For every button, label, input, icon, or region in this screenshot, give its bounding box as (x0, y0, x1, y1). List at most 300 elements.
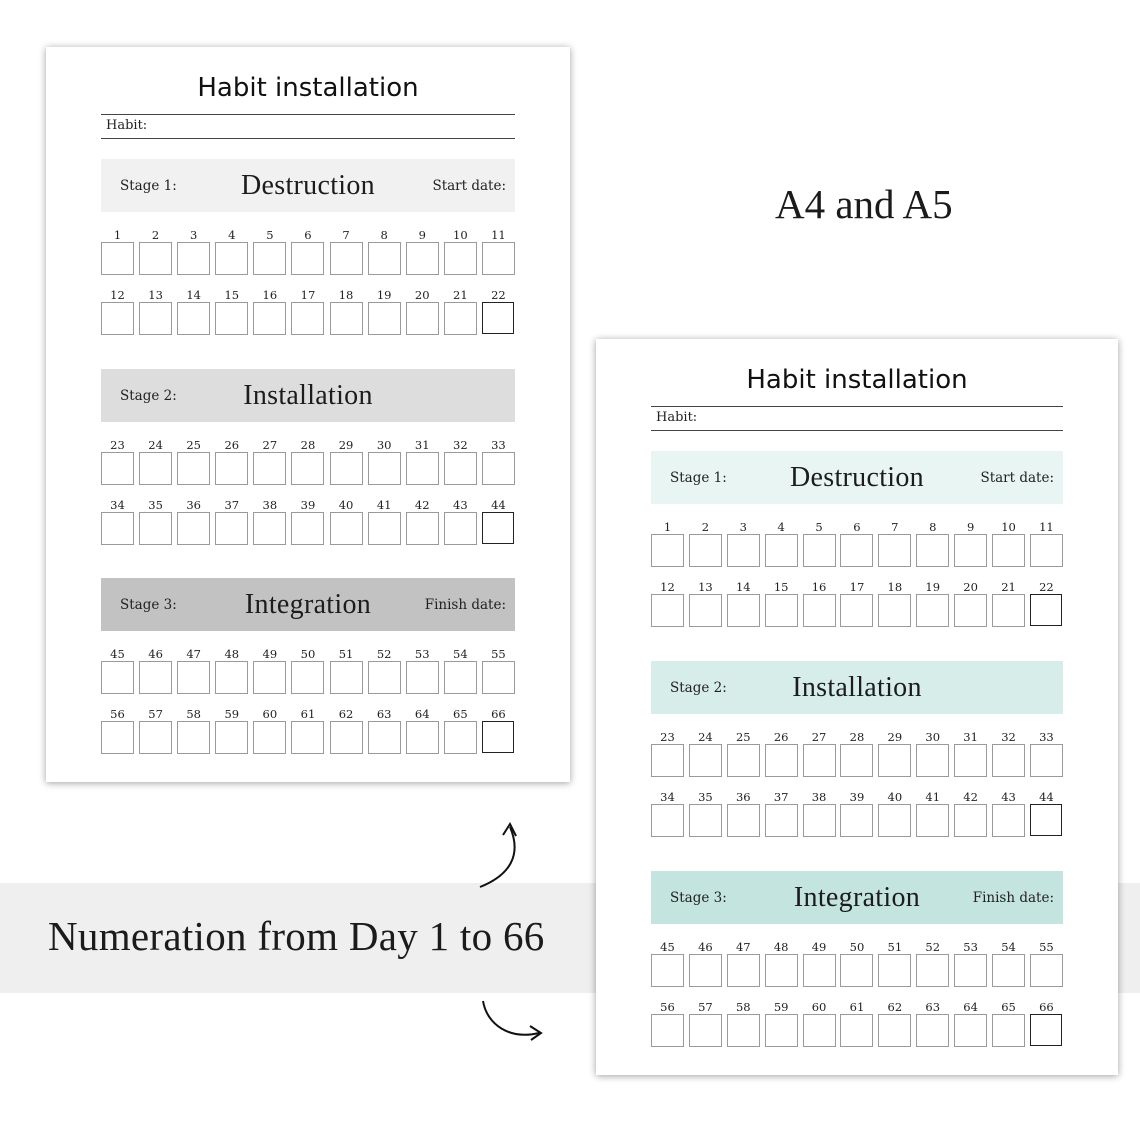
day-checkbox[interactable] (215, 661, 248, 694)
day-cell (406, 288, 439, 335)
day-checkbox[interactable] (803, 534, 836, 567)
day-cell (253, 438, 286, 485)
day-cell (253, 498, 286, 545)
day-number: 23 (110, 438, 125, 452)
day-number: 32 (1001, 730, 1016, 744)
day-number: 48 (773, 940, 789, 954)
day-checkbox[interactable] (954, 804, 987, 837)
day-cell (482, 438, 515, 485)
day-cell (992, 940, 1025, 987)
day-checkbox[interactable] (727, 534, 760, 567)
day-checkbox[interactable] (878, 744, 911, 777)
day-number: 9 (418, 228, 426, 242)
day-checkbox[interactable] (916, 744, 949, 777)
day-checkbox[interactable] (482, 512, 514, 544)
day-cell (139, 438, 172, 485)
day-number: 55 (1039, 940, 1054, 954)
day-cell (651, 940, 684, 987)
day-cell (954, 580, 987, 627)
day-cell (291, 288, 324, 335)
day-checkbox[interactable] (253, 242, 286, 275)
day-checkbox[interactable] (765, 594, 798, 627)
day-checkbox[interactable] (139, 302, 172, 335)
day-cell (101, 438, 134, 485)
day-checkbox[interactable] (727, 804, 760, 837)
day-checkbox[interactable] (406, 512, 439, 545)
day-cell (840, 940, 873, 987)
day-checkbox[interactable] (253, 302, 286, 335)
day-row (101, 438, 515, 485)
day-checkbox[interactable] (330, 302, 363, 335)
day-number: 45 (660, 940, 675, 954)
day-number: 64 (414, 707, 430, 721)
day-number: 55 (491, 647, 506, 661)
day-cell (291, 498, 324, 545)
day-checkbox[interactable] (215, 512, 248, 545)
day-cell (651, 580, 684, 627)
day-checkbox[interactable] (916, 594, 949, 627)
stage-header-3 (651, 871, 1063, 924)
day-checkbox[interactable] (1030, 804, 1062, 836)
day-number: 10 (453, 228, 468, 242)
day-checkbox[interactable] (101, 452, 134, 485)
day-checkbox[interactable] (253, 721, 286, 754)
day-checkbox[interactable] (291, 721, 324, 754)
day-number: 3 (190, 228, 198, 242)
day-cell (916, 730, 949, 777)
day-checkbox[interactable] (291, 302, 324, 335)
day-checkbox[interactable] (765, 804, 798, 837)
day-checkbox[interactable] (651, 534, 684, 567)
day-checkbox[interactable] (368, 242, 401, 275)
day-checkbox[interactable] (444, 661, 477, 694)
day-checkbox[interactable] (992, 1014, 1025, 1047)
day-number: 2 (701, 520, 710, 534)
day-cell (177, 707, 210, 754)
day-cell (916, 790, 949, 837)
day-checkbox[interactable] (727, 954, 760, 987)
day-checkbox[interactable] (1030, 534, 1063, 567)
day-number: 27 (811, 730, 827, 744)
day-checkbox[interactable] (139, 721, 172, 754)
day-cell (406, 498, 439, 545)
day-row (651, 1000, 1063, 1047)
day-checkbox[interactable] (330, 512, 363, 545)
day-number: 27 (262, 438, 278, 452)
day-cell (330, 647, 363, 694)
day-checkbox[interactable] (330, 661, 363, 694)
day-checkbox[interactable] (177, 721, 210, 754)
planner-page-a4 (46, 47, 570, 782)
day-cell (992, 580, 1025, 627)
day-cell (727, 730, 760, 777)
day-number: 53 (414, 647, 430, 661)
day-checkbox[interactable] (253, 512, 286, 545)
day-number: 66 (1039, 1000, 1054, 1014)
day-checkbox[interactable] (878, 804, 911, 837)
day-cell (139, 707, 172, 754)
day-checkbox[interactable] (139, 242, 172, 275)
day-cell (482, 647, 515, 694)
day-number: 58 (735, 1000, 751, 1014)
day-checkbox[interactable] (406, 242, 439, 275)
day-checkbox[interactable] (1030, 594, 1062, 626)
day-number: 35 (698, 790, 713, 804)
day-number: 46 (148, 647, 163, 661)
day-checkbox[interactable] (916, 954, 949, 987)
day-checkbox[interactable] (1030, 744, 1063, 777)
day-number: 18 (887, 580, 903, 594)
day-cell (803, 730, 836, 777)
stage-date-label: Start date: (980, 469, 1054, 486)
day-number: 66 (491, 707, 506, 721)
day-checkbox[interactable] (992, 534, 1025, 567)
day-checkbox[interactable] (368, 452, 401, 485)
day-cell (765, 580, 798, 627)
day-checkbox[interactable] (803, 594, 836, 627)
day-checkbox[interactable] (482, 661, 515, 694)
day-number: 19 (376, 288, 392, 302)
day-checkbox[interactable] (689, 744, 722, 777)
day-cell (215, 438, 248, 485)
day-checkbox[interactable] (139, 512, 172, 545)
day-cell (101, 228, 134, 275)
day-number: 47 (735, 940, 751, 954)
day-checkbox[interactable] (916, 804, 949, 837)
day-cell (330, 498, 363, 545)
day-checkbox[interactable] (482, 721, 514, 753)
day-checkbox[interactable] (444, 721, 477, 754)
day-checkbox[interactable] (840, 804, 873, 837)
day-checkbox[interactable] (992, 954, 1025, 987)
day-checkbox[interactable] (291, 661, 324, 694)
day-checkbox[interactable] (840, 954, 873, 987)
day-number: 52 (376, 647, 392, 661)
day-checkbox[interactable] (444, 452, 477, 485)
day-checkbox[interactable] (916, 534, 949, 567)
day-cell (689, 580, 722, 627)
habit-rule (101, 138, 515, 139)
day-number: 59 (224, 707, 240, 721)
day-checkbox[interactable] (840, 744, 873, 777)
day-number: 44 (1039, 790, 1054, 804)
title-rule (651, 406, 1063, 407)
day-checkbox[interactable] (406, 302, 439, 335)
stage-title: Destruction (241, 169, 375, 201)
day-checkbox[interactable] (215, 452, 248, 485)
day-cell (253, 228, 286, 275)
day-checkbox[interactable] (1030, 954, 1063, 987)
day-number: 34 (110, 498, 125, 512)
day-checkbox[interactable] (727, 594, 760, 627)
day-number: 13 (698, 580, 713, 594)
day-cell (177, 438, 210, 485)
day-number: 17 (300, 288, 316, 302)
day-checkbox[interactable] (482, 302, 514, 334)
day-number: 53 (963, 940, 978, 954)
day-checkbox[interactable] (840, 1014, 873, 1047)
day-checkbox[interactable] (689, 954, 722, 987)
day-checkbox[interactable] (368, 302, 401, 335)
stage-header-2 (101, 369, 515, 422)
day-checkbox[interactable] (878, 534, 911, 567)
day-cell (878, 790, 911, 837)
day-cell (444, 228, 477, 275)
day-checkbox[interactable] (651, 804, 684, 837)
day-checkbox[interactable] (177, 302, 210, 335)
day-checkbox[interactable] (840, 594, 873, 627)
day-checkbox[interactable] (765, 744, 798, 777)
day-number: 40 (887, 790, 903, 804)
day-cell (215, 288, 248, 335)
day-row (101, 707, 515, 754)
day-checkbox[interactable] (878, 1014, 911, 1047)
day-cell (101, 288, 134, 335)
day-number: 63 (376, 707, 392, 721)
stage-date-label: Finish date: (972, 889, 1054, 906)
day-number: 61 (849, 1000, 865, 1014)
day-checkbox[interactable] (444, 512, 477, 545)
day-cell (101, 707, 134, 754)
day-cell (291, 647, 324, 694)
day-cell (139, 228, 172, 275)
day-checkbox[interactable] (878, 954, 911, 987)
day-checkbox[interactable] (954, 744, 987, 777)
day-cell (215, 647, 248, 694)
day-cell (1030, 520, 1063, 567)
day-checkbox[interactable] (215, 242, 248, 275)
day-cell (291, 438, 324, 485)
day-checkbox[interactable] (368, 512, 401, 545)
day-cell (954, 730, 987, 777)
day-number: 20 (414, 288, 430, 302)
day-number: 10 (1001, 520, 1016, 534)
day-checkbox[interactable] (651, 744, 684, 777)
day-number: 40 (338, 498, 354, 512)
stage-label: Stage 2: (120, 387, 177, 404)
day-checkbox[interactable] (101, 242, 134, 275)
day-number: 17 (849, 580, 865, 594)
day-number: 6 (853, 520, 861, 534)
day-number: 23 (660, 730, 675, 744)
day-checkbox[interactable] (406, 661, 439, 694)
day-checkbox[interactable] (482, 242, 515, 275)
day-number: 54 (1001, 940, 1016, 954)
day-row (101, 288, 515, 335)
day-cell (727, 520, 760, 567)
day-checkbox[interactable] (689, 594, 722, 627)
stage-title: Integration (244, 588, 372, 620)
day-row (651, 730, 1063, 777)
day-cell (215, 228, 248, 275)
day-checkbox[interactable] (992, 744, 1025, 777)
day-checkbox[interactable] (651, 954, 684, 987)
day-number: 20 (963, 580, 978, 594)
day-number: 8 (380, 228, 388, 242)
day-checkbox[interactable] (803, 804, 836, 837)
page-title: Habit installation (746, 365, 968, 395)
day-number: 32 (453, 438, 468, 452)
stage-label: Stage 1: (670, 469, 727, 486)
day-checkbox[interactable] (291, 512, 324, 545)
day-number: 19 (925, 580, 941, 594)
day-cell (215, 498, 248, 545)
day-checkbox[interactable] (253, 661, 286, 694)
day-checkbox[interactable] (177, 661, 210, 694)
day-checkbox[interactable] (916, 1014, 949, 1047)
day-checkbox[interactable] (177, 452, 210, 485)
day-cell (803, 1000, 836, 1047)
day-cell (992, 1000, 1025, 1047)
day-checkbox[interactable] (139, 661, 172, 694)
day-cell (651, 520, 684, 567)
day-checkbox[interactable] (954, 534, 987, 567)
stage-header-1 (651, 451, 1063, 504)
day-cell (954, 940, 987, 987)
day-number: 43 (453, 498, 468, 512)
day-cell (482, 288, 515, 335)
day-number: 5 (815, 520, 823, 534)
day-number: 49 (811, 940, 827, 954)
day-checkbox[interactable] (368, 721, 401, 754)
day-number: 51 (338, 647, 354, 661)
stage-title: Installation (792, 671, 922, 703)
day-checkbox[interactable] (689, 1014, 722, 1047)
day-checkbox[interactable] (291, 452, 324, 485)
day-checkbox[interactable] (689, 534, 722, 567)
day-number: 25 (735, 730, 751, 744)
day-number: 34 (660, 790, 675, 804)
day-checkbox[interactable] (139, 452, 172, 485)
day-number: 21 (453, 288, 468, 302)
day-checkbox[interactable] (291, 242, 324, 275)
day-checkbox[interactable] (651, 1014, 684, 1047)
day-checkbox[interactable] (765, 954, 798, 987)
day-number: 4 (777, 520, 785, 534)
day-checkbox[interactable] (406, 452, 439, 485)
day-checkbox[interactable] (765, 1014, 798, 1047)
formats-caption: A4 and A5 (775, 181, 953, 227)
day-number: 51 (887, 940, 903, 954)
day-cell (727, 790, 760, 837)
day-number: 26 (773, 730, 789, 744)
day-number: 50 (849, 940, 865, 954)
day-checkbox[interactable] (689, 804, 722, 837)
day-checkbox[interactable] (215, 302, 248, 335)
day-number: 37 (224, 498, 240, 512)
day-number: 28 (300, 438, 316, 452)
day-checkbox[interactable] (954, 594, 987, 627)
day-checkbox[interactable] (406, 721, 439, 754)
day-checkbox[interactable] (368, 661, 401, 694)
day-cell (1030, 730, 1063, 777)
day-cell (1030, 580, 1063, 627)
day-checkbox[interactable] (101, 302, 134, 335)
day-cell (765, 790, 798, 837)
day-number: 11 (1039, 520, 1054, 534)
day-cell (253, 288, 286, 335)
day-checkbox[interactable] (253, 452, 286, 485)
title-rule (101, 114, 515, 115)
day-number: 59 (773, 1000, 789, 1014)
day-checkbox[interactable] (215, 721, 248, 754)
day-cell (444, 498, 477, 545)
day-checkbox[interactable] (330, 242, 363, 275)
day-checkbox[interactable] (444, 302, 477, 335)
day-number: 57 (698, 1000, 713, 1014)
numeration-caption: Numeration from Day 1 to 66 (48, 913, 545, 959)
day-checkbox[interactable] (954, 954, 987, 987)
day-checkbox[interactable] (1030, 1014, 1062, 1046)
day-checkbox[interactable] (444, 242, 477, 275)
day-checkbox[interactable] (992, 594, 1025, 627)
stage-label: Stage 2: (670, 679, 727, 696)
day-cell (368, 647, 401, 694)
day-number: 42 (414, 498, 430, 512)
day-cell (765, 1000, 798, 1047)
day-cell (651, 790, 684, 837)
day-checkbox[interactable] (878, 594, 911, 627)
day-number: 54 (453, 647, 468, 661)
day-checkbox[interactable] (727, 1014, 760, 1047)
day-checkbox[interactable] (482, 452, 515, 485)
day-number: 21 (1001, 580, 1016, 594)
day-number: 31 (963, 730, 978, 744)
day-checkbox[interactable] (330, 452, 363, 485)
day-cell (406, 707, 439, 754)
day-checkbox[interactable] (803, 744, 836, 777)
day-number: 12 (660, 580, 675, 594)
day-checkbox[interactable] (803, 1014, 836, 1047)
day-checkbox[interactable] (177, 512, 210, 545)
day-checkbox[interactable] (101, 661, 134, 694)
day-cell (916, 580, 949, 627)
stage-title: Destruction (790, 461, 924, 493)
day-checkbox[interactable] (992, 804, 1025, 837)
day-cell (992, 520, 1025, 567)
habit-rule (651, 430, 1063, 431)
day-number: 7 (342, 228, 350, 242)
day-row (101, 498, 515, 545)
day-checkbox[interactable] (330, 721, 363, 754)
day-cell (689, 790, 722, 837)
day-cell (916, 1000, 949, 1047)
day-checkbox[interactable] (727, 744, 760, 777)
day-checkbox[interactable] (840, 534, 873, 567)
day-number: 1 (663, 520, 672, 534)
day-checkbox[interactable] (177, 242, 210, 275)
day-cell (992, 790, 1025, 837)
day-checkbox[interactable] (954, 1014, 987, 1047)
stage-date-label: Finish date: (424, 596, 506, 613)
day-number: 14 (735, 580, 751, 594)
day-checkbox[interactable] (101, 512, 134, 545)
day-number: 42 (963, 790, 978, 804)
day-cell (803, 940, 836, 987)
day-number: 57 (148, 707, 163, 721)
day-checkbox[interactable] (803, 954, 836, 987)
day-checkbox[interactable] (101, 721, 134, 754)
day-number: 4 (228, 228, 236, 242)
day-number: 14 (186, 288, 201, 302)
day-checkbox[interactable] (651, 594, 684, 627)
day-row (651, 580, 1063, 627)
day-cell (177, 288, 210, 335)
stage-header-1 (101, 159, 515, 212)
day-checkbox[interactable] (765, 534, 798, 567)
day-cell (1030, 940, 1063, 987)
day-number: 41 (925, 790, 941, 804)
